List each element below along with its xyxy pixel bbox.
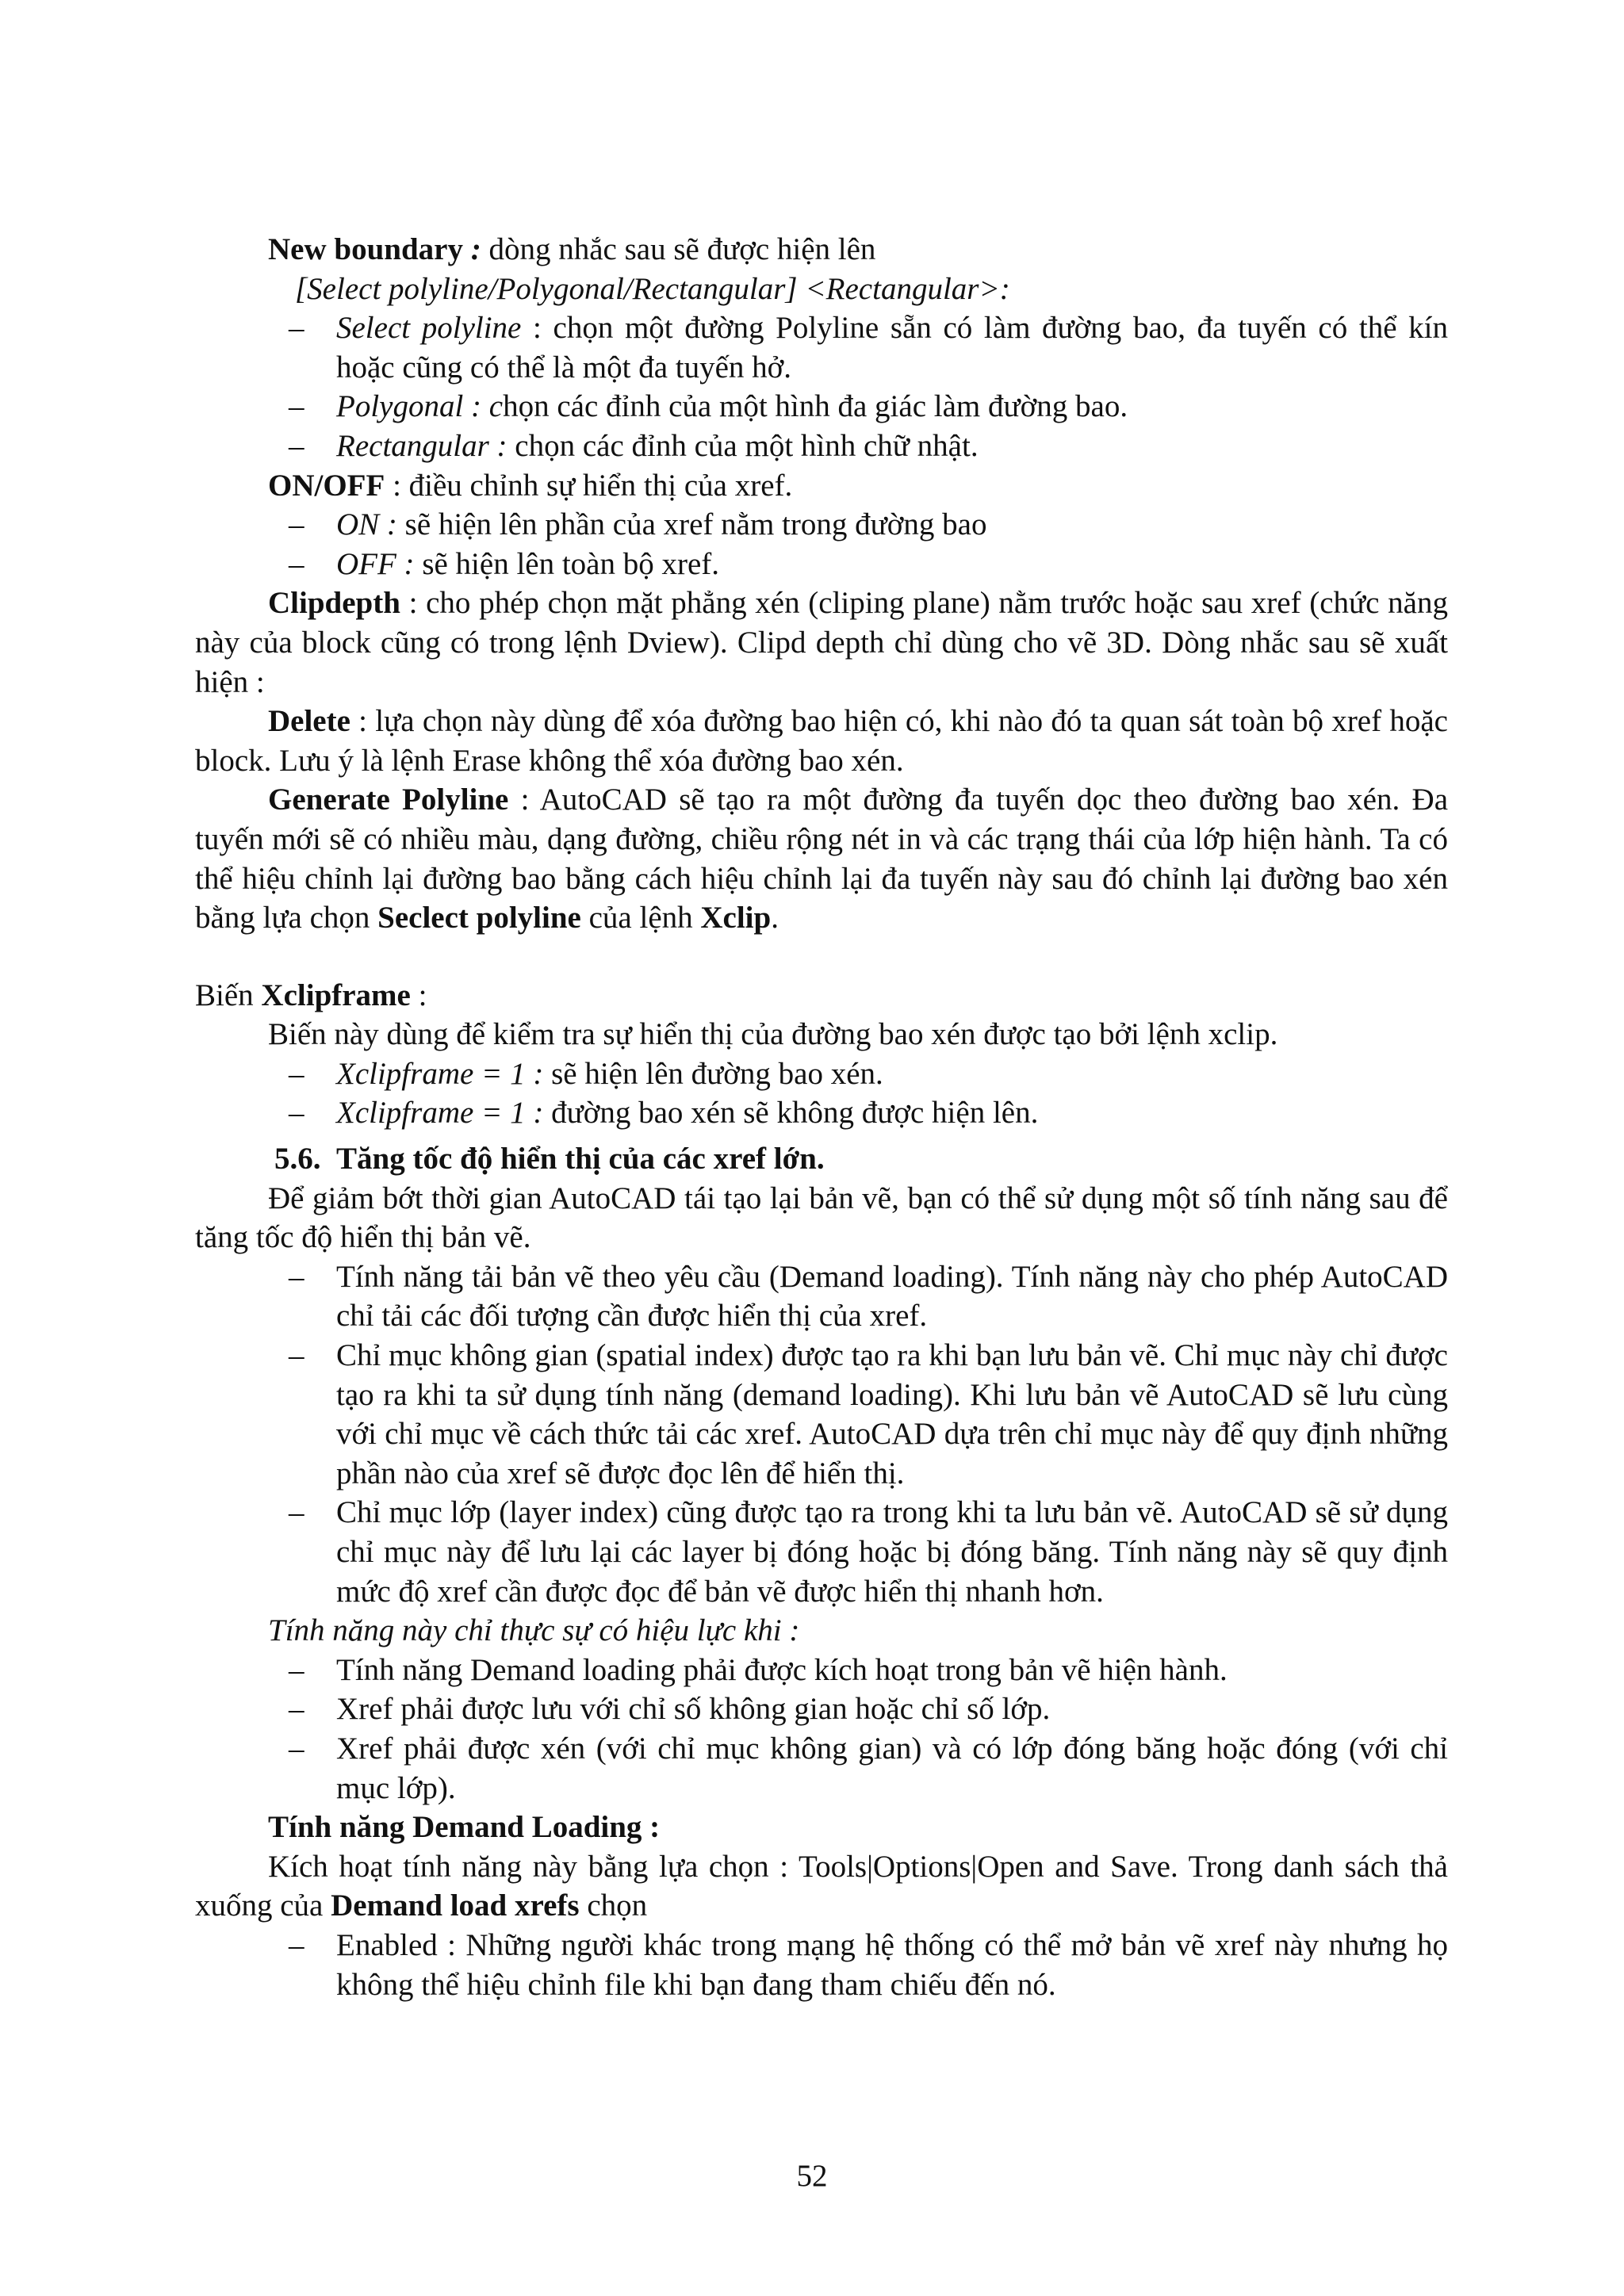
list-item: [195, 1093, 1448, 1133]
generate-label: Generate Polyline: [268, 783, 509, 817]
list-item-term: Xclipframe = 1 :: [336, 1056, 544, 1091]
list-item-text: đường bao xén sẽ không được hiện lên.: [543, 1096, 1039, 1131]
delete-paragraph: [195, 702, 1448, 780]
section-title: Tăng tốc độ hiển thị của các xref lớn.: [336, 1142, 825, 1177]
new-boundary-text: dòng nhắc sau sẽ được hiện lên: [481, 232, 876, 266]
list-item-text: chọn một đường Polyline sẵn có làm đường bao, đa tuyến có thể kín hoặc cũng có thể là một đa tuyến hở.: [336, 311, 1448, 385]
list-item-term: OFF :: [336, 546, 415, 581]
list-item-text: Enabled : Những người khác trong mạng hệ thống có thể mở bản vẽ xref này nhưng họ không thể hiệu chỉnh file khi bạn đang tham chiếu đến nó.: [336, 1927, 1448, 2002]
list-item-text: sẽ hiện lên toàn bộ xref.: [414, 546, 720, 581]
page-body: [195, 230, 1448, 2004]
dash-bullet: –: [289, 389, 304, 424]
clipdepth-text: : cho phép chọn mặt phẳng xén (cliping plane) nằm trước hoặc sau xref (chức năng này của block cũng có trong lệnh Dview). Clipd depth chỉ dùng cho vẽ 3D. Dòng nhắc sau sẽ xuất hiện :: [195, 586, 1448, 699]
list-item-term: Select polyline: [336, 311, 522, 346]
list-item: [195, 1257, 1448, 1336]
list-item-term: ON :: [336, 507, 397, 542]
list-item: [195, 545, 1448, 584]
list-item-text: Chỉ mục lớp (layer index) cũng được tạo ra trong khi ta lưu bản vẽ. AutoCAD sẽ sử dụng chỉ mục này để lưu lại các layer bị đóng hoặc bị đóng băng. Tính năng này sẽ quy định mức độ xref cần được đọc để bản vẽ được hiển thị nhanh hơn.: [336, 1495, 1448, 1609]
list-item-term: Rectangular :: [336, 428, 508, 463]
list-item: – Polygonal : chọn các đỉnh của một hình đa giác làm đường bao.: [195, 387, 1448, 427]
demand-paragraph: Kích hoạt tính năng này bằng lựa chọn : Tools|Options|Open and Save. Trong danh sách thả xuống của Demand load xrefs chọn: [195, 1849, 1448, 1923]
list-item-text: sẽ hiện lên đường bao xén.: [543, 1056, 883, 1091]
section-intro: Để giảm bớt thời gian AutoCAD tái tạo lại bản vẽ, bạn có thể sử dụng một số tính năng sau để tăng tốc độ hiển thị bản vẽ.: [195, 1181, 1448, 1255]
onoff-text: : điều chỉnh sự hiển thị của xref.: [385, 468, 793, 503]
list-item-text: Tính năng tải bản vẽ theo yêu cầu (Demand loading). Tính năng này cho phép AutoCAD chỉ tải các đối tượng cần được hiển thị của xref.: [336, 1259, 1448, 1334]
list-item: [195, 505, 1448, 545]
generate-paragraph: Generate Polyline : AutoCAD sẽ tạo ra một đường đa tuyến dọc theo đường bao xén. Đa tuyến mới sẽ có nhiều màu, dạng đường, chiều rộng nét in và các trạng thái của lớp hiện hành. Ta có thể hiệu chỉnh lại đường bao bằng cách hiệu chỉnh lại đa tuyến này sau đó chỉnh lại đường bao xén bằng lựa chọn Seclect polyline của lệnh Xclip.: [195, 783, 1448, 936]
dash-bullet: –: [289, 1692, 304, 1727]
xclipframe-heading: Biến Xclipframe :: [195, 978, 427, 1012]
dash-bullet: –: [289, 428, 304, 463]
prompt-text: [Select polyline/Polygonal/Rectangular] <Rectangular>:: [295, 271, 1010, 306]
list-item: [195, 1729, 1448, 1808]
dash-bullet: –: [289, 546, 304, 581]
section-heading: [195, 1139, 1448, 1179]
condition-title: Tính năng này chỉ thực sự có hiệu lực khi :: [268, 1613, 800, 1648]
demand-title: Tính năng Demand Loading :: [268, 1810, 661, 1845]
list-item-text: họn các đỉnh của một hình đa giác làm đường bao.: [503, 389, 1128, 424]
section-number: 5.6.: [274, 1142, 321, 1177]
dash-bullet: –: [289, 1927, 304, 1962]
xclipframe-label: Xclipframe: [261, 978, 411, 1012]
delete-text: : lựa chọn này dùng để xóa đường bao hiện có, khi nào đó ta quan sát toàn bộ xref hoặc block. Lưu ý là lệnh Erase không thể xóa đường bao xén.: [195, 704, 1448, 778]
dash-bullet: –: [289, 311, 304, 346]
list-item-text: chọn các đỉnh của một hình chữ nhật.: [507, 428, 979, 463]
new-boundary-label: New boundary: [268, 232, 463, 266]
onoff-label: ON/OFF: [268, 468, 385, 503]
list-item: – Select polyline : chọn một đường Polyline sẵn có làm đường bao, đa tuyến có thể kín hoặc cũng có thể là một đa tuyến hở.: [195, 308, 1448, 387]
list-item: [195, 1926, 1448, 2004]
new-boundary-sep: :: [462, 232, 481, 266]
list-item: [195, 1493, 1448, 1611]
new-boundary-line: [195, 230, 1448, 270]
dash-bullet: –: [289, 1338, 304, 1373]
spacer: [195, 938, 1448, 976]
dash-bullet: –: [289, 1096, 304, 1131]
dash-bullet: –: [289, 1652, 304, 1687]
list-item-term: Polygonal :: [336, 389, 482, 424]
list-item-text: sẽ hiện lên phần của xref nằm trong đường bao: [396, 507, 987, 542]
xclipframe-desc: Biến này dùng để kiểm tra sự hiển thị của đường bao xén được tạo bởi lệnh xclip.: [268, 1017, 1278, 1052]
page-number: 52: [796, 2159, 828, 2193]
list-item: [195, 1336, 1448, 1493]
dash-bullet: –: [289, 1731, 304, 1766]
list-item-term: Xclipframe = 1 :: [336, 1096, 544, 1131]
list-item-text: Tính năng Demand loading phải được kích hoạt trong bản vẽ hiện hành.: [336, 1652, 1228, 1687]
list-item: [195, 1651, 1448, 1690]
dash-bullet: –: [289, 507, 304, 542]
onoff-line: [195, 466, 1448, 506]
dash-bullet: –: [289, 1056, 304, 1091]
list-item-text: Xref phải được lưu với chỉ số không gian hoặc chỉ số lớp.: [336, 1692, 1051, 1727]
list-item: [195, 1054, 1448, 1094]
list-item-text: Chỉ mục không gian (spatial index) được tạo ra khi bạn lưu bản vẽ. Chỉ mục này chỉ được tạo ra khi ta sử dụng tính năng (demand loading). Khi lưu bản vẽ AutoCAD sẽ lưu cùng với chỉ mục về cách thức tải các xref. AutoCAD dựa trên chỉ mục này để quy định những phần nào của xref sẽ được đọc lên để hiển thị.: [336, 1338, 1448, 1490]
dash-bullet: –: [289, 1259, 304, 1294]
new-boundary-prompt: [195, 270, 1448, 309]
clipdepth-paragraph: [195, 584, 1448, 702]
list-item: [195, 427, 1448, 466]
list-item: [195, 1689, 1448, 1729]
dash-bullet: –: [289, 1495, 304, 1530]
clipdepth-label: Clipdepth: [268, 586, 400, 621]
list-item-text: Xref phải được xén (với chỉ mục không gian) và có lớp đóng băng hoặc đóng (với chỉ mục lớp).: [336, 1731, 1448, 1805]
delete-label: Delete: [268, 704, 350, 739]
